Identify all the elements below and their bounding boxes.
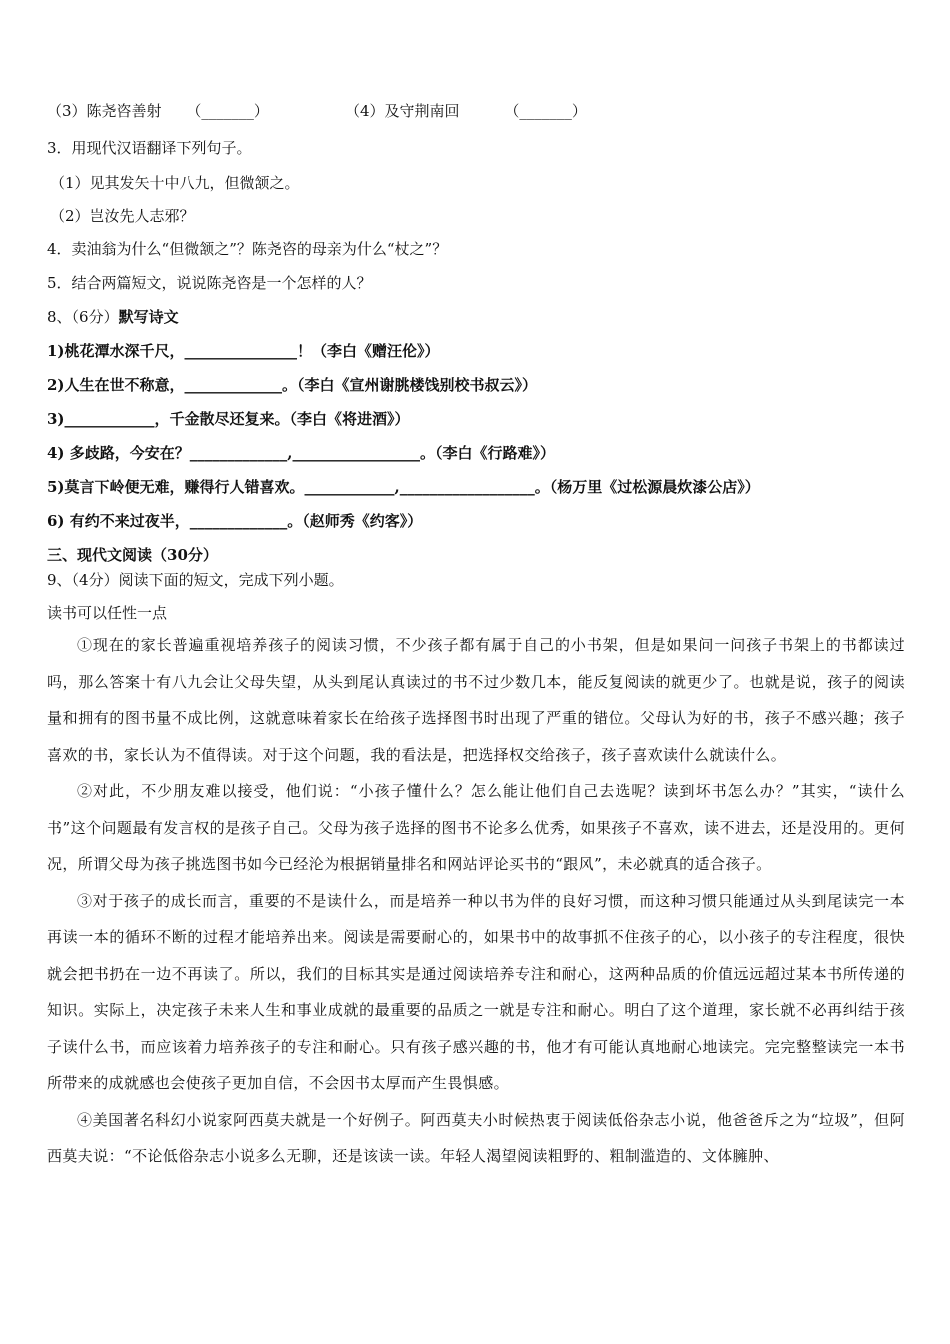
article-paragraph-3: ③对于孩子的成长而言，重要的不是读什么，而是培养一种以书为伴的良好习惯，而这种习惯只能通过从头到尾读完一本再读一本的循环不断的过程才能培养出来。阅读是需要耐心的，如果书中的故事抓不住孩子的心，以小孩子的专注程度，很快就会把书扔在一边不再读了。所以，我们的目标其实是通过阅读培养专注和耐心，这两种品质的价值远远超过某本书所传递的知识。实际上，决定孩子未来人生和事业成就的最重要的品质之一就是专注和耐心。明白了这个道理，家长就不必再纠结于孩子读什么书，而应该着力培养孩子的专注和耐心。只有孩子感兴趣的书，他才有可能认真地耐心地读完。完完整整读完一本书所带来的成就感也会使孩子更加自信，不会因书太厚而产生畏惧感。	[47, 891, 905, 1092]
poem-line-3-before: 3)	[47, 410, 65, 428]
poem-line-4-blank-2: _________________	[292, 444, 420, 462]
q8-heading	[47, 307, 179, 327]
article-paragraph-1: ①现在的家长普遍重视培养孩子的阅读习惯，不少孩子都有属于自己的小书架，但是如果问一问孩子书架上的书都读过吗，那么答案十有八九会让父母失望，从头到尾认真读过的书不过少数几本，能反复阅读的就更少了。也就是说，孩子的阅读量和拥有的图书量不成比例，这就意味着家长在给孩子选择图书时出现了严重的错位。父母认为好的书，孩子不感兴趣；孩子喜欢的书，家长认为不值得读。对于这个问题，我的看法是，把选择权交给孩子，孩子喜欢读什么就读什么。	[47, 636, 905, 764]
poem-line-5-before: 5)莫言下岭便无难，赚得行人错喜欢。	[47, 478, 305, 496]
poem-line-2-before: 2)人生在世不称意，	[47, 376, 185, 394]
poem-line-5	[47, 477, 760, 497]
poem-line-4-blank-1: _____________	[189, 444, 288, 462]
article-paragraph-4: ④美国著名科幻小说家阿西莫夫就是一个好例子。阿西莫夫小时候热衷于阅读低俗杂志小说，他爸爸斥之为“垃圾”，但阿西莫夫说：“不论低俗杂志小说多么无聊，还是该读一读。年轻人渴望阅读粗野的、粗制滥造的、文体臃肿、	[47, 1110, 905, 1165]
q3-title: 3．用现代汉语翻译下列句子。	[47, 139, 252, 157]
q-item-4-blank: （_______）	[504, 102, 587, 120]
poem-line-3-blank: ____________	[64, 410, 155, 428]
q-item-3-blank: （_______）	[186, 102, 269, 120]
poem-line-3	[47, 409, 410, 429]
poem-line-5-comma: ,	[394, 478, 400, 496]
poem-line-6-before: 6) 有约不来过夜半，	[47, 512, 190, 530]
q-item-4-text: （4）及守荆南回	[345, 102, 460, 120]
q3-sentence-1: （1）见其发矢十中八九，但微颔之。	[50, 174, 300, 192]
section-3-heading: 三、现代文阅读（30分）	[47, 546, 218, 564]
poem-line-5-blank-2: __________________	[399, 478, 535, 496]
poem-line-6-blank: _____________	[189, 512, 288, 530]
q9-text: 9、（4分）阅读下面的短文，完成下列小题。	[47, 571, 344, 589]
article-body	[47, 627, 905, 1175]
poem-line-4-after: 。（李白《行路难》）	[420, 444, 556, 462]
poem-line-5-blank-1: ____________	[304, 478, 395, 496]
poem-line-6	[47, 511, 422, 531]
poem-line-3-after: ，千金散尽还复来。（李白《将进酒》）	[154, 410, 410, 428]
poem-line-4-before: 4) 多歧路，今安在？	[47, 444, 190, 462]
poem-line-5-after: 。（杨万里《过松源晨炊漆公店》）	[534, 478, 760, 496]
q-item-3-text: （3）陈尧咨善射	[47, 102, 162, 120]
poem-line-2	[47, 375, 537, 395]
q8-title: 默写诗文	[118, 308, 179, 326]
poem-line-4-comma: ,	[287, 444, 293, 462]
poem-line-6-after: 。（赵师秀《约客》）	[287, 512, 423, 530]
q8-prefix: 8、（6分）	[47, 308, 119, 326]
q5-text: 5．结合两篇短文，说说陈尧咨是一个怎样的人？	[47, 274, 372, 292]
q3-sentence-2: （2）岂汝先人志邪？	[50, 207, 195, 225]
article-title: 读书可以任性一点	[47, 604, 168, 622]
poem-line-1-before: 1)桃花潭水深千尺，	[47, 342, 185, 360]
poem-line-1-blank: _______________	[184, 342, 298, 360]
poem-line-2-after: 。（李白《宣州谢朓楼饯别校书叔云》）	[282, 376, 538, 394]
poem-line-4	[47, 443, 555, 463]
poem-line-2-blank: _____________	[184, 376, 283, 394]
q4-text: 4．卖油翁为什么“但微颔之”？陈尧咨的母亲为什么“杖之”？	[47, 240, 448, 258]
q-item-3	[47, 101, 269, 121]
poem-line-1-after: ！（李白《赠汪伦》）	[297, 342, 440, 360]
q-item-4	[345, 101, 587, 121]
article-paragraph-2: ②对此，不少朋友难以接受，他们说：“小孩子懂什么？怎么能让他们自己去选呢？读到坏书怎么办？”其实，“读什么书”这个问题最有发言权的是孩子自己。父母为孩子选择的图书不论多么优秀，如果孩子不喜欢，读不进去，还是没用的。更何况，所谓父母为孩子挑选图书如今已经沦为根据销量排名和网站评论买书的“跟风”，未必就真的适合孩子。	[47, 782, 905, 873]
poem-line-1	[47, 341, 440, 361]
